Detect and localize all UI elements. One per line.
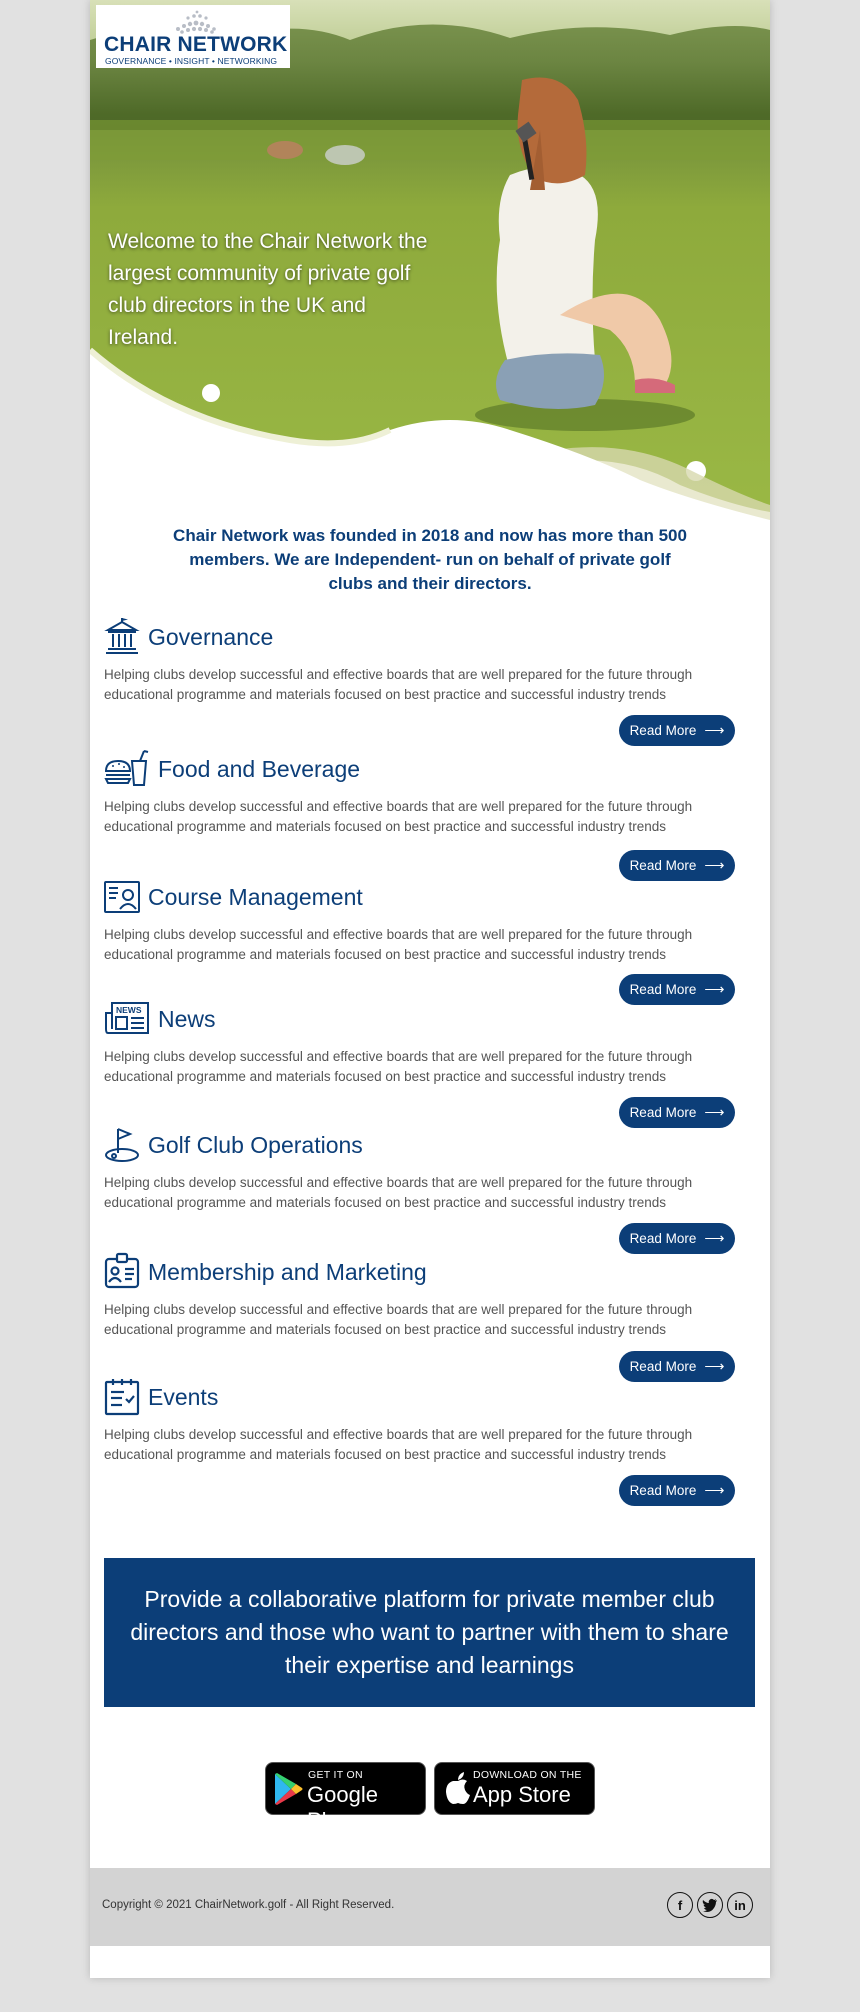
arrow-right-icon: ⟶ — [704, 1482, 725, 1498]
newspaper-icon — [104, 999, 150, 1039]
arrow-right-icon: ⟶ — [704, 857, 725, 873]
facebook-icon[interactable] — [667, 1892, 693, 1918]
burger-drink-icon — [104, 749, 150, 789]
section-title: News — [158, 1005, 216, 1032]
chair-network-logo[interactable] — [96, 5, 290, 68]
section-description: Helping clubs develop successful and effective boards that are well prepared for the future through educational programme and materials focused on best practice and successful industry trends — [104, 667, 693, 702]
read-more-button[interactable] — [619, 1097, 735, 1128]
google-play-big-text: Google Play — [307, 1782, 378, 1833]
hero-banner — [90, 0, 770, 520]
section-title: Membership and Marketing — [148, 1258, 427, 1285]
section-header — [104, 1125, 363, 1165]
logo-tagline: GOVERNANCE • INSIGHT • NETWORKING — [105, 56, 278, 66]
intro-text: Chair Network was founded in 2018 and now has more than 500 members. We are Independent- run on behalf of private golf clubs and their directors. — [173, 526, 687, 593]
linkedin-icon-glyph: in — [734, 1897, 746, 1913]
facebook-icon-glyph: f — [677, 1897, 683, 1913]
linkedin-icon[interactable] — [727, 1892, 753, 1918]
svg-text:NEWS: NEWS — [116, 1005, 142, 1015]
section-description: Helping clubs develop successful and effective boards that are well prepared for the future through educational programme and materials focused on best practice and successful industry trends — [104, 1427, 693, 1462]
mission-text: Provide a collaborative platform for private member club directors and those who want to partner with them to share their expertise and learnings — [130, 1586, 729, 1678]
footer — [90, 1868, 770, 1946]
building-icon — [104, 617, 140, 657]
section-header — [104, 1377, 218, 1417]
read-more-button[interactable] — [619, 1351, 735, 1382]
read-more-button[interactable] — [619, 715, 735, 746]
section-description: Helping clubs develop successful and effective boards that are well prepared for the future through educational programme and materials focused on best practice and successful industry trends — [104, 1175, 693, 1210]
read-more-label: Read More — [629, 723, 697, 738]
app-store-big-text: App Store — [473, 1782, 571, 1807]
section-title: Golf Club Operations — [148, 1131, 363, 1158]
logo-brand-text: CHAIR NETWORK — [104, 33, 288, 56]
section-description: Helping clubs develop successful and effective boards that are well prepared for the future through educational programme and materials focused on best practice and successful industry trends — [104, 1049, 693, 1084]
read-more-label: Read More — [629, 982, 697, 997]
google-play-button[interactable] — [265, 1762, 426, 1833]
id-badge-icon — [104, 1252, 140, 1292]
section-title: Governance — [148, 623, 274, 650]
section-description: Helping clubs develop successful and effective boards that are well prepared for the future through educational programme and materials focused on best practice and successful industry trends — [104, 927, 693, 962]
app-store-small-text: DOWNLOAD ON THE — [473, 1769, 582, 1781]
read-more-label: Read More — [629, 1483, 697, 1498]
section-title: Course Management — [148, 883, 363, 910]
read-more-label: Read More — [629, 1231, 697, 1246]
read-more-button[interactable] — [619, 1223, 735, 1254]
read-more-label: Read More — [629, 1105, 697, 1120]
section-title: Events — [148, 1383, 219, 1410]
section-header — [104, 877, 363, 917]
twitter-icon[interactable] — [697, 1892, 723, 1918]
arrow-right-icon: ⟶ — [704, 722, 725, 738]
read-more-button[interactable] — [619, 1475, 735, 1506]
apple-icon — [443, 1771, 473, 1807]
arrow-right-icon: ⟶ — [704, 1230, 725, 1246]
section-description: Helping clubs develop successful and effective boards that are well prepared for the future through educational programme and materials focused on best practice and successful industry trends — [104, 799, 693, 834]
twitter-bird-glyph — [702, 1898, 718, 1912]
arrow-right-icon: ⟶ — [704, 1104, 725, 1120]
read-more-button[interactable] — [619, 850, 735, 881]
read-more-button[interactable] — [619, 974, 735, 1005]
hero-welcome-text: Welcome to the Chair Network the largest community of private golf club directors in the UK and Ireland. — [108, 230, 428, 349]
email-container — [90, 0, 770, 1978]
app-store-button[interactable] — [434, 1762, 595, 1815]
google-play-icon — [273, 1772, 303, 1806]
checklist-icon — [104, 1377, 140, 1417]
section-header — [104, 1252, 427, 1292]
section-header — [104, 749, 360, 789]
google-play-small-text: GET IT ON — [308, 1769, 363, 1781]
golf-flag-icon — [104, 1125, 140, 1165]
arrow-right-icon: ⟶ — [704, 1358, 725, 1374]
copyright-text: Copyright © 2021 ChairNetwork.golf - All Right Reserved. — [102, 1899, 395, 1911]
section-header — [104, 617, 273, 657]
section-title: Food and Beverage — [158, 755, 361, 782]
section-description: Helping clubs develop successful and effective boards that are well prepared for the future through educational programme and materials focused on best practice and successful industry trends — [104, 1302, 693, 1337]
profile-card-icon — [104, 877, 140, 917]
read-more-label: Read More — [629, 858, 697, 873]
mission-banner — [104, 1558, 755, 1707]
arrow-right-icon: ⟶ — [704, 981, 725, 997]
section-header — [104, 999, 216, 1039]
read-more-label: Read More — [629, 1359, 697, 1374]
